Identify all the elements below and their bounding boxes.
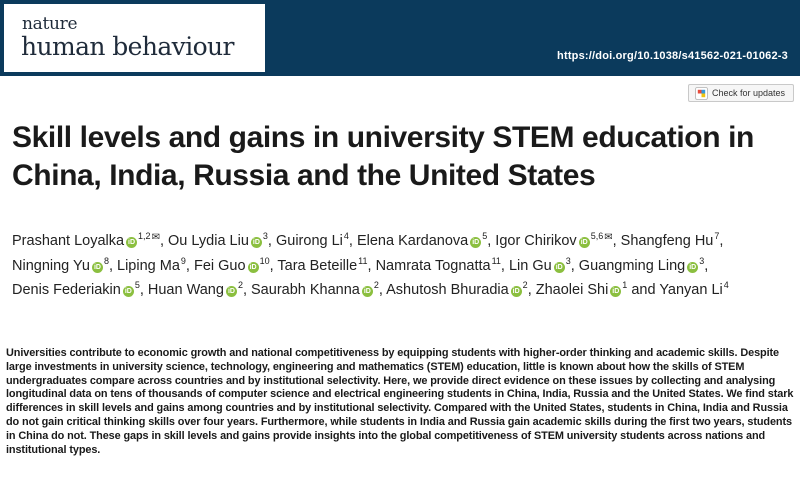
author-name[interactable]: Denis Federiakin <box>12 282 121 298</box>
author-name[interactable]: Igor Chirikov <box>495 233 577 249</box>
affiliation-number: 4 <box>723 280 729 290</box>
crossmark-icon <box>695 87 708 100</box>
journal-name-line2: human behaviour <box>21 32 234 61</box>
author[interactable] <box>659 282 728 298</box>
author[interactable] <box>276 233 349 249</box>
journal-name-line1: nature <box>22 14 78 34</box>
affiliation-number: 5,6 <box>590 231 604 241</box>
author[interactable] <box>578 255 705 274</box>
affiliation-number: 8 <box>103 255 109 266</box>
orcid-icon[interactable]: iD <box>612 288 620 295</box>
author[interactable] <box>251 282 379 298</box>
affiliation-number: 11 <box>358 255 368 266</box>
article-title: Skill levels and gains in university STEM education in China, India, Russia and the United States <box>12 121 754 192</box>
author[interactable] <box>495 233 612 249</box>
orcid-icon[interactable]: iD <box>128 239 136 246</box>
author[interactable] <box>536 282 628 298</box>
affiliation-number: 7 <box>714 231 720 241</box>
author-name[interactable]: Huan Wang <box>147 282 224 298</box>
author[interactable] <box>375 255 501 274</box>
author-name[interactable]: Ningning Yu <box>12 257 90 274</box>
author-name[interactable]: Tara Beteille <box>277 257 358 274</box>
affiliation-number: 3 <box>565 255 571 266</box>
doi-link[interactable]: https://doi.org/10.1038/s41562-021-01062-3 <box>557 50 788 62</box>
author-list: Prashant Loyalka iD$^{1,2✉}$, Ou Lydia Liu iD$^3$, Guirong Li$^4$, Elena Kardanova iD$^5$, Igor Chirikov iD$^{5,6✉}$, Shangfeng Hu$^7$, Ningning Yu iD$^8$, Liping Ma$^9$, Fei Guo iD$^{10}$, Tara Beteille$^{11}$, Namrata Tognatta$^{11}$, Lin Gu iD$^3$, Guangming Ling iD$^3$, Denis Federiakin iD$^5$, Huan Wang iD$^2$, Saurabh Khanna iD$^2$, Ashutosh Bhuradia iD$^2$, Zhaolei Shi iD$^1$ and Yanyan Li$^4$ <box>12 231 729 298</box>
check-for-updates-button[interactable] <box>688 84 794 102</box>
author[interactable] <box>12 233 160 249</box>
affiliation-number: 11 <box>491 255 501 266</box>
affiliation-number: 1 <box>622 280 628 290</box>
affiliation-number: 4 <box>343 231 349 241</box>
author-name[interactable]: Guirong Li <box>275 233 343 249</box>
author-name[interactable]: Fei Guo <box>193 257 246 274</box>
orcid-icon[interactable]: iD <box>472 239 480 246</box>
orcid-icon[interactable]: iD <box>512 288 520 295</box>
orcid-icon[interactable]: iD <box>363 288 371 295</box>
orcid-icon[interactable]: iD <box>93 263 101 271</box>
author[interactable] <box>168 233 268 249</box>
author[interactable] <box>12 282 140 298</box>
author-name[interactable]: Guangming Ling <box>578 257 686 274</box>
email-icon[interactable]: ✉ <box>151 232 160 243</box>
author[interactable] <box>508 255 571 274</box>
author-name[interactable]: Shangfeng Hu <box>620 233 714 249</box>
orcid-icon[interactable]: iD <box>555 263 563 271</box>
author-name[interactable]: Saurabh Khanna <box>251 282 360 298</box>
author[interactable] <box>148 282 243 298</box>
author-name[interactable]: Elena Kardanova <box>356 233 469 249</box>
author[interactable] <box>386 282 528 298</box>
author[interactable] <box>357 233 487 249</box>
author-name[interactable]: Zhaolei Shi <box>535 282 609 298</box>
affiliation-number: 5 <box>482 231 488 241</box>
affiliation-number: 2 <box>522 280 528 290</box>
journal-header <box>0 0 800 76</box>
affiliation-number: 1,2 <box>138 231 151 241</box>
orcid-icon[interactable]: iD <box>689 263 697 271</box>
author-name[interactable]: Ashutosh Bhuradia <box>386 282 509 298</box>
affiliation-number: 2 <box>373 280 379 290</box>
affiliation-number: 9 <box>180 255 186 266</box>
orcid-icon[interactable]: iD <box>124 288 132 295</box>
journal-logo[interactable] <box>4 4 265 72</box>
check-for-updates-label: Check for updates <box>712 88 786 98</box>
author-name[interactable]: Namrata Tognatta <box>375 257 491 274</box>
author-name[interactable]: Yanyan Li <box>659 282 723 298</box>
author[interactable] <box>117 255 186 274</box>
author-name[interactable]: Ou Lydia Liu <box>168 233 249 249</box>
affiliation-number: 3 <box>699 255 705 266</box>
affiliation-number: 10 <box>259 255 270 266</box>
orcid-icon[interactable]: iD <box>252 239 260 246</box>
orcid-icon[interactable]: iD <box>580 239 588 246</box>
orcid-icon[interactable]: iD <box>227 288 235 295</box>
affiliation-number: 5 <box>134 280 140 290</box>
email-icon[interactable]: ✉ <box>604 232 613 243</box>
author[interactable] <box>277 255 368 274</box>
author-name[interactable]: Lin Gu <box>508 257 552 274</box>
author[interactable] <box>621 233 720 249</box>
author[interactable] <box>12 255 109 274</box>
author-name[interactable]: Prashant Loyalka <box>12 233 125 249</box>
affiliation-number: 2 <box>237 280 243 290</box>
author-name[interactable]: Liping Ma <box>117 257 180 274</box>
orcid-icon[interactable]: iD <box>249 263 257 271</box>
authors-conjunction: and <box>631 282 656 298</box>
author[interactable] <box>193 255 270 274</box>
abstract: Universities contribute to economic growth and national competitiveness by equipping students with higher-order thinking and academic skills. Despite large investments in university science, technology, engineering and mathematics (STEM) education, little is known about how the skills of STEM undergraduates compare across countries and by institutional selectivity. Here, we provide direct evidence on these issues by collecting and analysing longitudinal data on tens of thousands of computer science and electrical engineering students in China, India, Russia and the United States. We find stark differences in skill levels and gains among countries and by institutional selectivity. Compared with the United States, students in China, India and Russia do not gain critical thinking skills over four years. Furthermore, while students in India and Russia gain academic skills during the first two years, students in China do not. These gaps in skill levels and gains provide insights into the global competitiveness of STEM university students across nations and institutional types. <box>6 347 794 456</box>
affiliation-number: 3 <box>262 231 268 241</box>
